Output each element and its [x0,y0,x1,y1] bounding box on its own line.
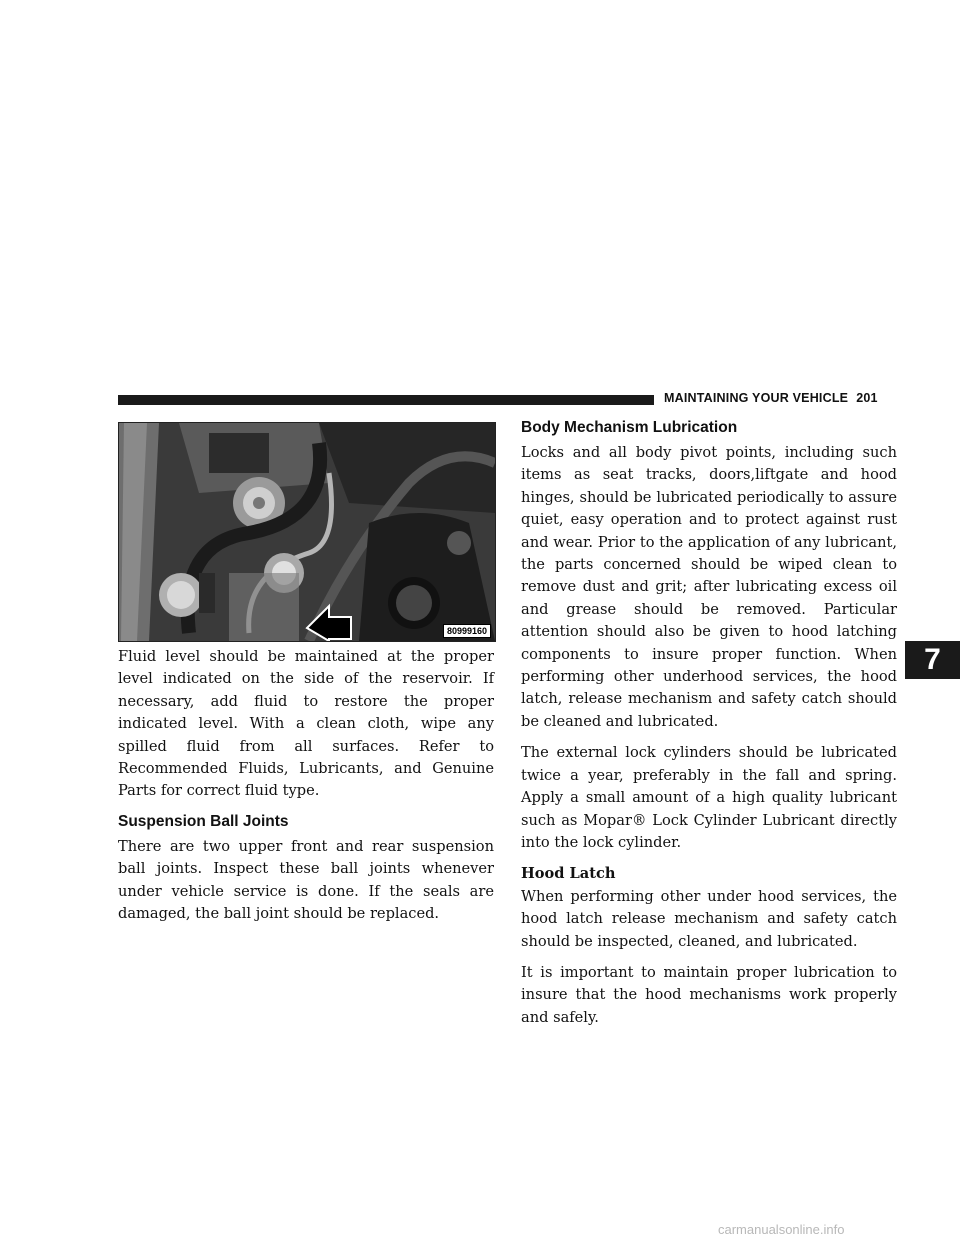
photo-id-label: 80999160 [443,624,491,638]
right-column [521,418,897,1038]
engine-bay-illustration [119,423,495,641]
suspension-paragraph: There are two upper front and rear suspension ball joints. Inspect these ball joints whenever under vehicle service is done. If the seals are damaged, the ball joint should be replaced. [118,837,494,923]
chapter-tab: 7 [905,641,960,679]
body-lubrication-paragraph: Locks and all body pivot points, including such items as seat tracks, doors,liftgate and hood hinges, should be lubricated periodically to assure quiet, easy operation and to protect against rust and wear. Prior to the application of any lubricant, the parts concerned should be wiped clean to remove dust and grit; after lubricating excess oil and grease should be removed. Particular attention should also be given to hood latching components to insure proper function. When performing other underhood services, the hood latch, release mechanism and safety catch should be cleaned and lubricated. [521,444,897,730]
watermark-text: carmanualsonline.info [718,1222,845,1237]
section-title: MAINTAINING YOUR VEHICLE [664,391,849,405]
running-header [664,391,878,405]
page-number: 201 [856,391,878,405]
hood-mechanism-paragraph: It is important to maintain proper lubrication to insure that the hood mechanisms work properly and safely. [521,963,897,1026]
hood-latch-paragraph: When performing other under hood services, the hood latch release mechanism and safety catch should be inspected, cleaned, and lubricated. [521,887,897,950]
fluid-level-paragraph: Fluid level should be maintained at the proper level indicated on the side of the reservoir. If necessary, add fluid to restore the proper indicated level. With a clean cloth, wipe any spilled fluid from all surfaces. Refer to Recommended Fluids, Lubricants, and Genuine Parts for correct fluid type. [118,648,494,800]
engine-bay-photo [118,422,496,642]
lock-cylinder-paragraph: The external lock cylinders should be lubricated twice a year, preferably in the fall and spring. Apply a small amount of a high quality lubricant such as Mopar® Lock Cylinder Lubricant directly into the lock cylinder. [521,744,897,851]
header-rule [118,395,654,405]
hood-latch-subheading: Hood Latch [521,865,616,883]
suspension-heading: Suspension Ball Joints [118,812,289,830]
body-mechanism-heading: Body Mechanism Lubrication [521,419,738,436]
left-column [118,646,494,934]
